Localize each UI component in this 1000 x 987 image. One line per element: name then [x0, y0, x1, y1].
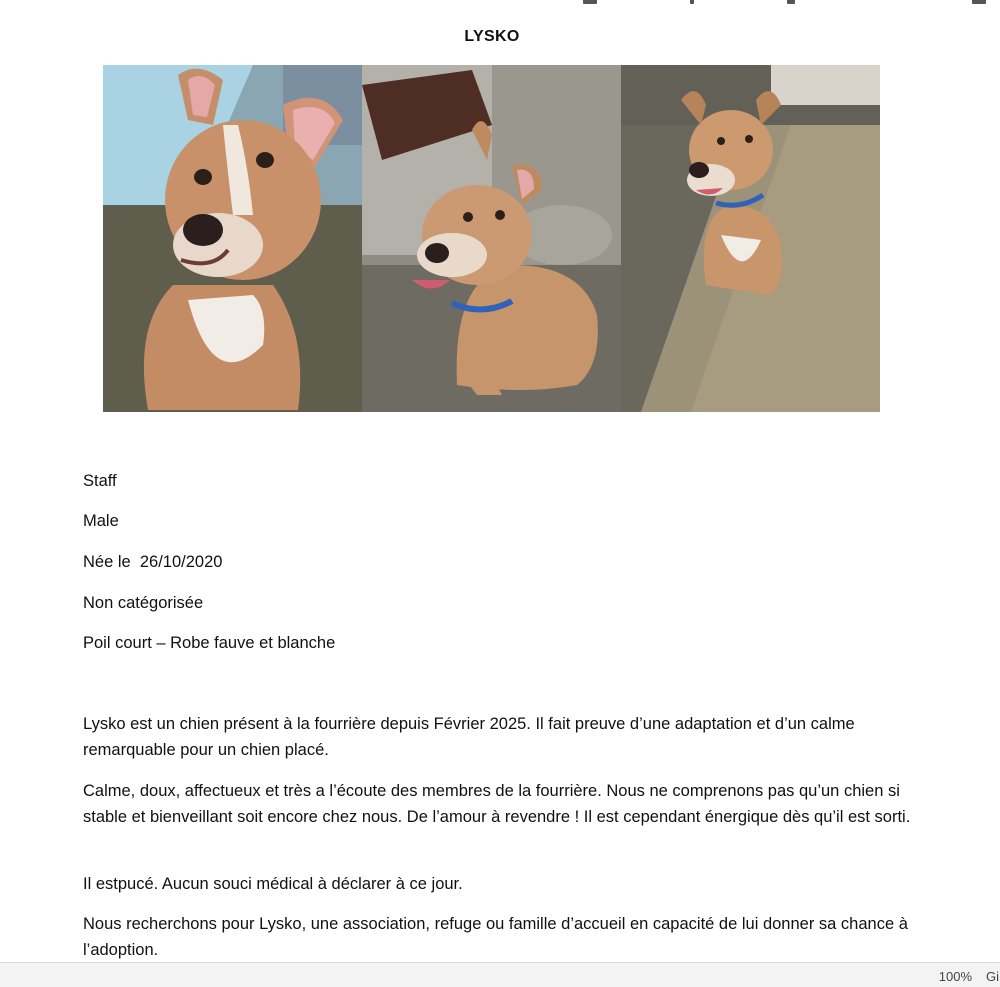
- document-title: LYSKO: [464, 28, 520, 45]
- field-birth-date: Née le 26/10/2020: [83, 553, 223, 571]
- dog-photo-steps: [621, 65, 880, 412]
- field-breed: Staff: [83, 472, 117, 490]
- paragraph-temperament: Calme, doux, affectueux et très a l’écoute des membres de la fourrière. Nous ne comprenons pas qu’un chien si stable et bienveillant soit encore chez nous. De l’amour à revendre ! Il est cependant énergique dès qu’il est sorti.: [83, 782, 911, 826]
- field-category: Non catégorisée: [83, 594, 204, 612]
- status-extra: Gi: [986, 969, 999, 984]
- status-bar: [0, 962, 1000, 987]
- field-coat: Poil court – Robe fauve et blanche: [83, 634, 336, 652]
- field-sex: Male: [83, 512, 119, 530]
- paragraph-intro: Lysko est un chien présent à la fourrière depuis Février 2025. Il fait preuve d’une adaptation et d’un calme remarquable pour un chien placé.: [83, 715, 855, 759]
- dog-photo-sitting: [362, 65, 621, 412]
- dog-photo-closeup: [103, 65, 362, 412]
- photo-strip: [103, 65, 880, 412]
- paragraph-request: Nous recherchons pour Lysko, une association, refuge ou famille d’accueil en capacité de lui donner sa chance à l’adoption.: [83, 915, 908, 959]
- paragraph-medical: Il estpucé. Aucun souci médical à déclarer à ce jour.: [83, 875, 463, 893]
- toolbar-remnant: [0, 0, 1000, 6]
- zoom-level[interactable]: 100%: [938, 969, 972, 984]
